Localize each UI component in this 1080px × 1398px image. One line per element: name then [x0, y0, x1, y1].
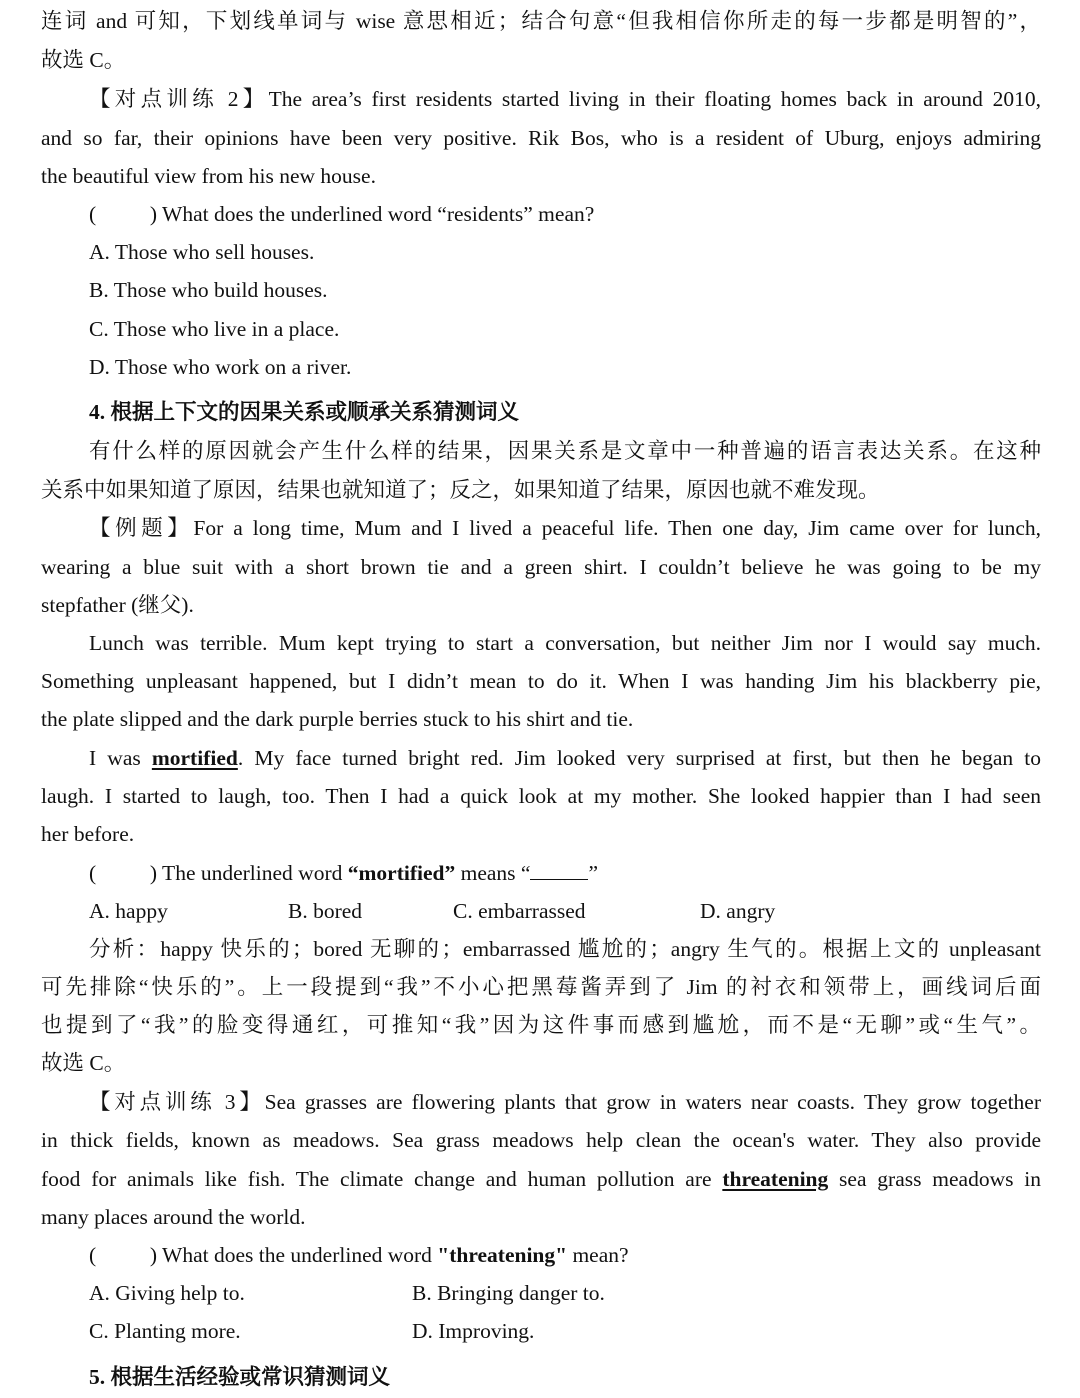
answer-blank	[530, 861, 588, 880]
training-3-tag: 【对点训练 3】	[89, 1090, 265, 1114]
explanation-line-4: 故选 C。	[41, 1051, 126, 1075]
question-2: ( ) What does the underlined word “residents” mean?	[89, 202, 595, 226]
example-line-3: stepfather (继父).	[41, 593, 194, 617]
training-3-line-2: in thick fields, known as meadows. Sea grass meadows help clean the ocean's water. They also provide	[41, 1128, 1041, 1152]
section-4-line-1: 有什么样的原因就会产生什么样的结果，因果关系是文章中一种普遍的语言表达关系。在这种	[89, 439, 1041, 463]
mortified-line-1: I was mortified. My face turned bright red. Jim looked very surprised at first, but then he began to	[89, 746, 1041, 770]
training-2-line-1: 【对点训练 2】The area’s first residents started living in their floating homes back in around 2010,	[89, 87, 1041, 111]
example-question: ( ) The underlined word “mortified” means “ ”	[89, 861, 598, 885]
mortified-line-2: laugh. I started to laugh, too. Then I had a quick look at my mother. She looked happier than I had seen	[41, 784, 1041, 808]
example-option-d: D. angry	[700, 899, 776, 923]
explanation-line-2: 可先排除“快乐的”。上一段提到“我”不小心把黑莓酱弄到了 Jim 的衬衣和领带上，画线词后面	[41, 975, 1041, 999]
example-option-a: A. happy	[89, 899, 168, 923]
example-line-2: wearing a blue suit with a short brown tie and a green shirt. I couldn’t believe he was going to be my	[41, 555, 1041, 579]
training-3-line-4: many places around the world.	[41, 1205, 306, 1229]
training-2-line-2: and so far, their opinions have been very positive. Rik Bos, who is a resident of Uburg, enjoys admiring	[41, 126, 1041, 150]
example-option-c: C. embarrassed	[453, 899, 586, 923]
question-2-option-a: A. Those who sell houses.	[89, 240, 315, 264]
example-line-1: 【例题】For a long time, Mum and I lived a peaceful life. Then one day, Jim came over for lunch,	[89, 516, 1041, 540]
lunch-line-1: Lunch was terrible. Mum kept trying to start a conversation, but neither Jim nor I would say much.	[89, 631, 1041, 655]
question-3-option-d: D. Improving.	[412, 1319, 535, 1343]
lunch-line-2: Something unpleasant happened, but I didn’t mean to do it. When I was handing Jim his blackberry pie,	[41, 669, 1041, 693]
example-option-b: B. bored	[288, 899, 363, 923]
underlined-word-threatening: threatening	[722, 1167, 829, 1191]
question-3-option-a: A. Giving help to.	[89, 1281, 245, 1305]
section-4-heading: 4. 根据上下文的因果关系或顺承关系猜测词义	[89, 400, 520, 424]
explanation-line-1: 分析：happy 快乐的；bored 无聊的；embarrassed 尴尬的；angry 生气的。根据上文的 unpleasant	[89, 937, 1041, 961]
question-2-option-d: D. Those who work on a river.	[89, 355, 352, 379]
section-4-line-2: 关系中如果知道了原因，结果也就知道了；反之，如果知道了结果，原因也就不难发现。	[41, 478, 880, 502]
training-2-line-3: the beautiful view from his new house.	[41, 164, 376, 188]
training-3-line-1: 【对点训练 3】Sea grasses are flowering plants that grow in waters near coasts. They grow together	[89, 1090, 1041, 1114]
lunch-line-3: the plate slipped and the dark purple berries stuck to his shirt and tie.	[41, 707, 634, 731]
training-2-tag: 【对点训练 2】	[89, 87, 269, 111]
question-3: ( ) What does the underlined word "threatening" mean?	[89, 1243, 629, 1267]
question-3-option-c: C. Planting more.	[89, 1319, 241, 1343]
explanation-line-3: 也提到了“我”的脸变得通红，可推知“我”因为这件事而感到尴尬，而不是“无聊”或“生气”。	[41, 1013, 1041, 1037]
underlined-word-mortified: mortified	[151, 746, 238, 770]
training-3-line-3: food for animals like fish. The climate change and human pollution are threatening sea grass meadows in	[41, 1167, 1041, 1191]
question-2-option-b: B. Those who build houses.	[89, 278, 328, 302]
example-tag: 【例题】	[89, 516, 194, 540]
question-2-option-c: C. Those who live in a place.	[89, 317, 340, 341]
analysis-line-1: 连词 and 可知，下划线单词与 wise 意思相近；结合句意“但我相信你所走的每一步都是明智的”，	[41, 9, 1041, 33]
section-5-heading: 5. 根据生活经验或常识猜测词义	[89, 1365, 391, 1389]
mortified-line-3: her before.	[41, 822, 135, 846]
analysis-line-2: 故选 C。	[41, 48, 126, 72]
question-3-option-b: B. Bringing danger to.	[412, 1281, 605, 1305]
